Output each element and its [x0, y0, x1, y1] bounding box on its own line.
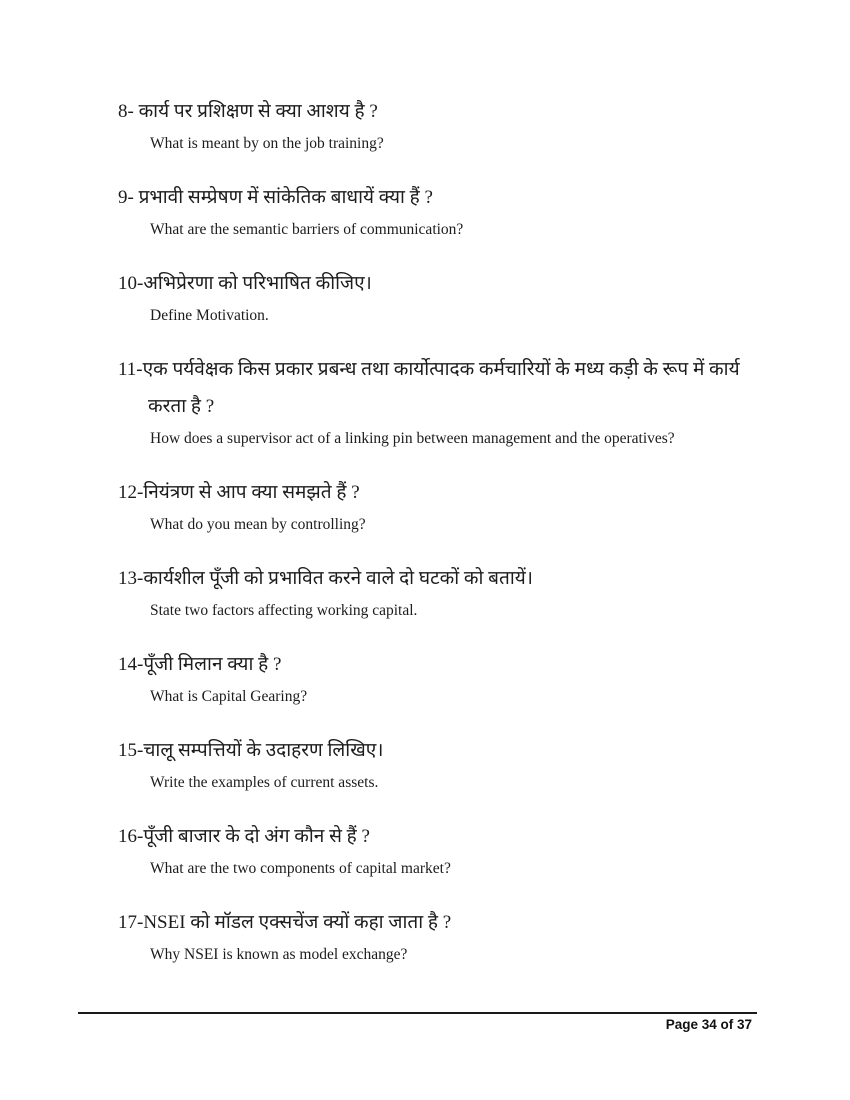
question-hindi-line — [118, 93, 766, 130]
question-english-text: How does a supervisor act of a linking pin between management and the operatives? — [150, 430, 675, 447]
question-number: 8- — [118, 101, 139, 122]
question-number: 12- — [118, 482, 144, 503]
page-number-label: Page 34 of 37 — [665, 1017, 752, 1032]
question-english-text: State two factors affecting working capital. — [150, 602, 418, 619]
question-hindi-line — [118, 818, 766, 855]
question-english-text: What do you mean by controlling? — [150, 516, 366, 533]
question-hindi-text: एक पर्यवेक्षक किस प्रकार प्रबन्ध तथा कार्योत्पादक कर्मचारियों के मध्य कड़ी के रूप में कार्य करता है ? — [142, 359, 740, 417]
question-english-text: What is meant by on the job training? — [150, 135, 384, 152]
question-hindi-line — [118, 732, 766, 769]
question-hindi-line — [118, 904, 766, 941]
question-hindi-line — [118, 179, 766, 216]
question-english-text: What is Capital Gearing? — [150, 688, 308, 705]
question-hindi-text: प्रभावी सम्प्रेषण में सांकेतिक बाधायें क्या हैं ? — [138, 187, 433, 208]
question-number: 13- — [118, 568, 144, 589]
question-english-text: What are the two components of capital market? — [150, 860, 451, 877]
question-item — [118, 351, 766, 450]
question-item — [118, 732, 766, 794]
question-list — [118, 93, 766, 990]
question-number: 17- — [118, 912, 144, 933]
question-hindi-line — [118, 351, 766, 425]
question-hindi-line — [118, 474, 766, 511]
question-number: 10- — [118, 273, 144, 294]
question-item — [118, 474, 766, 536]
question-hindi-line — [118, 646, 766, 683]
question-item — [118, 179, 766, 241]
question-hindi-text: अभिप्रेरणा को परिभाषित कीजिए। — [143, 273, 372, 294]
question-item — [118, 646, 766, 708]
question-number: 15- — [118, 740, 144, 761]
question-hindi-text: NSEI को मॉडल एक्सचेंज क्यों कहा जाता है ? — [143, 912, 452, 933]
question-english-text: Why NSEI is known as model exchange? — [150, 946, 408, 963]
question-item — [118, 560, 766, 622]
question-item — [118, 265, 766, 327]
question-hindi-line — [118, 560, 766, 597]
question-english-text: Define Motivation. — [150, 307, 269, 324]
question-hindi-text: पूँजी बाजार के दो अंग कौन से हैं ? — [143, 826, 370, 847]
question-english-text: What are the semantic barriers of communication? — [150, 221, 464, 238]
question-hindi-text: पूँजी मिलान क्या है ? — [143, 654, 282, 675]
question-hindi-text: चालू सम्पत्तियों के उदाहरण लिखिए। — [143, 740, 384, 761]
question-item — [118, 904, 766, 966]
question-hindi-text: कार्य पर प्रशिक्षण से क्या आशय है ? — [138, 101, 378, 122]
question-number: 11- — [118, 359, 143, 380]
question-hindi-line — [118, 265, 766, 302]
question-item — [118, 818, 766, 880]
footer-divider — [78, 1012, 757, 1014]
question-item — [118, 93, 766, 155]
question-number: 14- — [118, 654, 144, 675]
question-hindi-text: नियंत्रण से आप क्या समझते हैं ? — [143, 482, 360, 503]
question-number: 16- — [118, 826, 144, 847]
question-hindi-text: कार्यशील पूँजी को प्रभावित करने वाले दो घटकों को बतायें। — [143, 568, 534, 589]
question-number: 9- — [118, 187, 139, 208]
question-english-text: Write the examples of current assets. — [150, 774, 379, 791]
